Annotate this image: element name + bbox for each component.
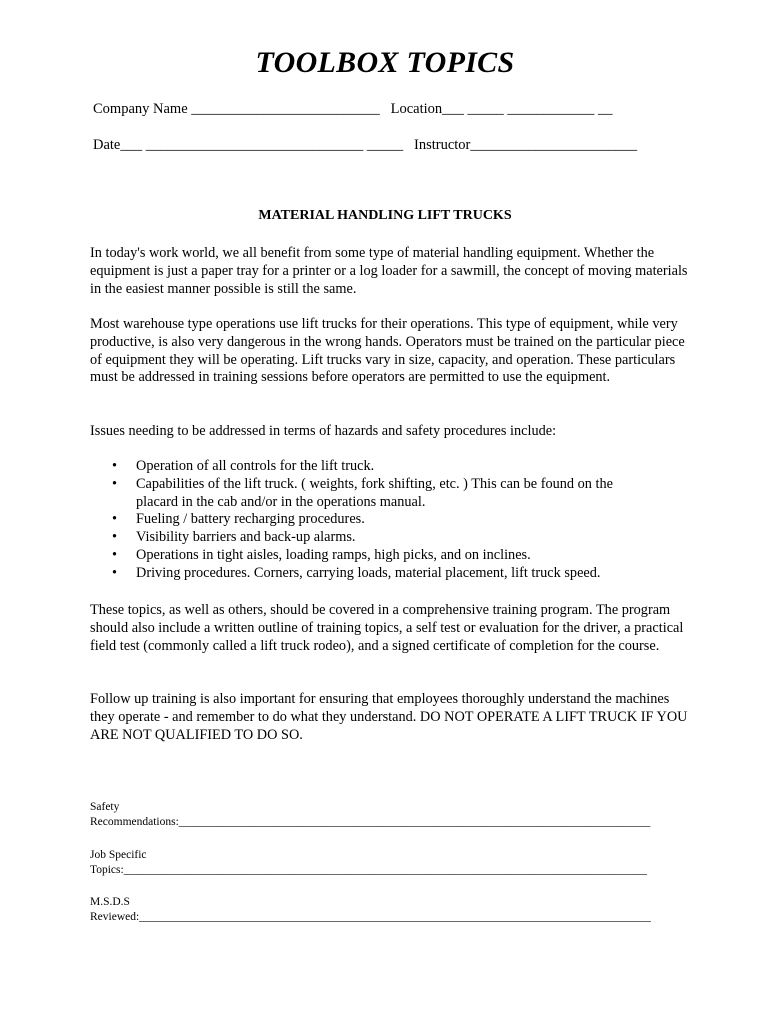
list-item bbox=[90, 511, 650, 529]
list-item-text: Operations in tight aisles, loading ramps, high picks, and on inclines. bbox=[136, 546, 531, 563]
date-instructor-fields: Date___ ______________________________ _____ Instructor_______________________ bbox=[93, 137, 638, 153]
page-title: TOOLBOX TOPICS bbox=[255, 46, 515, 79]
paragraph-follow-up: Follow up training is also important for ensuring that employees thoroughly understand the machines they operate - and remember to do what they understand. DO NOT OPERATE A LIFT TRUCK IF YOU ARE NOT QUALIFIED TO DO SO. bbox=[90, 691, 688, 743]
company-location-fields: Company Name __________________________ Location___ _____ ____________ __ bbox=[93, 101, 613, 117]
list-item-text: Driving procedures. Corners, carrying loads, material placement, lift truck speed. bbox=[136, 564, 601, 581]
bullet-icon: • bbox=[112, 511, 118, 528]
list-item bbox=[90, 458, 650, 476]
bullet-icon: • bbox=[112, 564, 118, 581]
safety-recommendations-field bbox=[90, 800, 650, 830]
issues-list bbox=[90, 458, 650, 583]
job-specific-label: Job Specific bbox=[90, 849, 147, 861]
list-item bbox=[90, 529, 650, 547]
paragraph-issues-intro: Issues needing to be addressed in terms of hazards and safety procedures include: bbox=[90, 423, 557, 439]
msds-reviewed-line: Reviewed:_________________________________________________________________________________________ bbox=[90, 911, 651, 923]
paragraph-warehouse: Most warehouse type operations use lift trucks for their operations. This type of equipment, while very productive, is also very dangerous in the wrong hands. Operators must be trained on the particular piece of equipment they will be operating. Lift trucks vary in size, capacity, and operation. These particulars must be addressed in training sessions before operators are permitted to use the equipment. bbox=[90, 316, 685, 386]
msds-label: M.S.D.S bbox=[90, 896, 130, 908]
paragraph-training-program: These topics, as well as others, should be covered in a comprehensive training program. The program should also include a written outline of training topics, a self test or evaluation for the driver, a practical field test (commonly called a lift truck rodeo), and a signed certificate of completion for the course. bbox=[90, 602, 684, 654]
list-item-text: Capabilities of the lift truck. ( weights, fork shifting, etc. ) This can be found on the placard in the cab and/or in the operations manual. bbox=[136, 475, 613, 510]
section-heading: MATERIAL HANDLING LIFT TRUCKS bbox=[258, 208, 512, 223]
paragraph-intro: In today's work world, we all benefit from some type of material handling equipment. Whether the equipment is just a paper tray for a printer or a log loader for a sawmill, the concept of moving materials in the easiest manner possible is still the same. bbox=[90, 245, 688, 297]
bullet-icon: • bbox=[112, 458, 118, 474]
safety-label: Safety bbox=[90, 801, 120, 813]
bullet-icon: • bbox=[112, 546, 118, 563]
safety-recommendations-line: Recommendations:__________________________________________________________________________________ bbox=[90, 816, 651, 828]
list-item bbox=[90, 476, 650, 512]
msds-reviewed-field bbox=[90, 895, 651, 925]
bullet-icon: • bbox=[112, 475, 118, 492]
list-item-text: Fueling / battery recharging procedures. bbox=[136, 511, 365, 528]
list-item-text: Operation of all controls for the lift truck. bbox=[136, 458, 375, 474]
list-item-text: Visibility barriers and back-up alarms. bbox=[136, 529, 356, 546]
bullet-icon: • bbox=[112, 529, 118, 546]
list-item bbox=[90, 547, 650, 565]
list-item bbox=[90, 565, 650, 583]
job-specific-topics-field bbox=[90, 848, 647, 878]
job-specific-topics-line: Topics:___________________________________________________________________________________________ bbox=[90, 864, 647, 876]
